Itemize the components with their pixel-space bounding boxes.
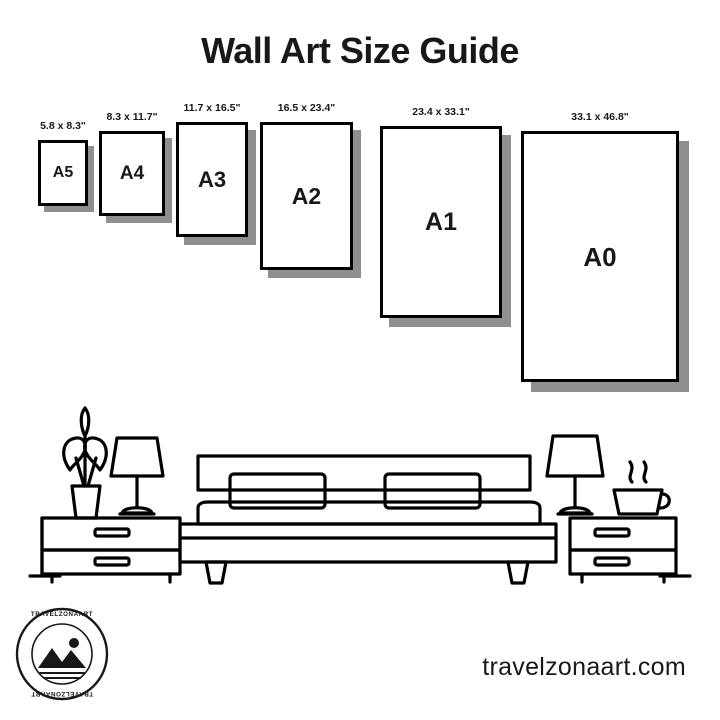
bed-icon — [180, 456, 556, 583]
frame-a3-label: A3 — [197, 166, 227, 192]
frame-a4-box — [99, 131, 165, 216]
frame-a1-box — [380, 126, 502, 318]
logo-text-top: TRAVELZONAART — [30, 611, 94, 618]
frame-a4-label: A4 — [119, 163, 145, 184]
frame-a0-dimensions: 33.1 x 46.8" — [571, 111, 629, 123]
frame-a5 — [38, 120, 88, 206]
bedroom-scene — [0, 378, 720, 608]
bedroom-illustration — [0, 378, 720, 608]
frame-a4 — [99, 111, 165, 216]
frame-a4-dimensions: 8.3 x 11.7" — [106, 111, 158, 123]
frame-a5-label: A5 — [52, 164, 74, 181]
table-lamp-left-icon — [111, 438, 163, 514]
mountain-sun-badge-icon — [14, 606, 110, 702]
frame-a5-dimensions: 5.8 x 8.3" — [40, 120, 86, 132]
frame-a3-dimensions: 11.7 x 16.5" — [183, 102, 241, 114]
frame-a1 — [380, 106, 502, 318]
table-lamp-right-icon — [547, 436, 603, 514]
brand-logo — [14, 606, 110, 702]
nightstand-left-icon — [42, 518, 180, 582]
nightstand-right-icon — [570, 518, 676, 582]
frame-a0 — [521, 111, 679, 382]
logo-text-bottom: TRAVELZONAART — [30, 690, 94, 697]
page-title: Wall Art Size Guide — [201, 30, 519, 71]
frame-a2-dimensions: 16.5 x 23.4" — [277, 102, 336, 114]
frame-a3-box — [176, 122, 248, 237]
frame-a2 — [260, 102, 353, 270]
frame-a1-label: A1 — [425, 207, 457, 236]
website-url: travelzonaart.com — [482, 653, 686, 681]
frame-a5-box — [38, 140, 88, 206]
frame-size-row — [0, 102, 720, 408]
frame-a0-label: A0 — [583, 241, 617, 272]
frame-a2-label: A2 — [291, 182, 322, 209]
frame-a0-box — [521, 131, 679, 382]
frame-a2-box — [260, 122, 353, 270]
vase-with-flowers-icon — [64, 408, 107, 518]
frame-a1-dimensions: 23.4 x 33.1" — [412, 106, 470, 118]
frame-a3 — [176, 102, 248, 237]
coffee-cup-icon — [614, 462, 669, 514]
